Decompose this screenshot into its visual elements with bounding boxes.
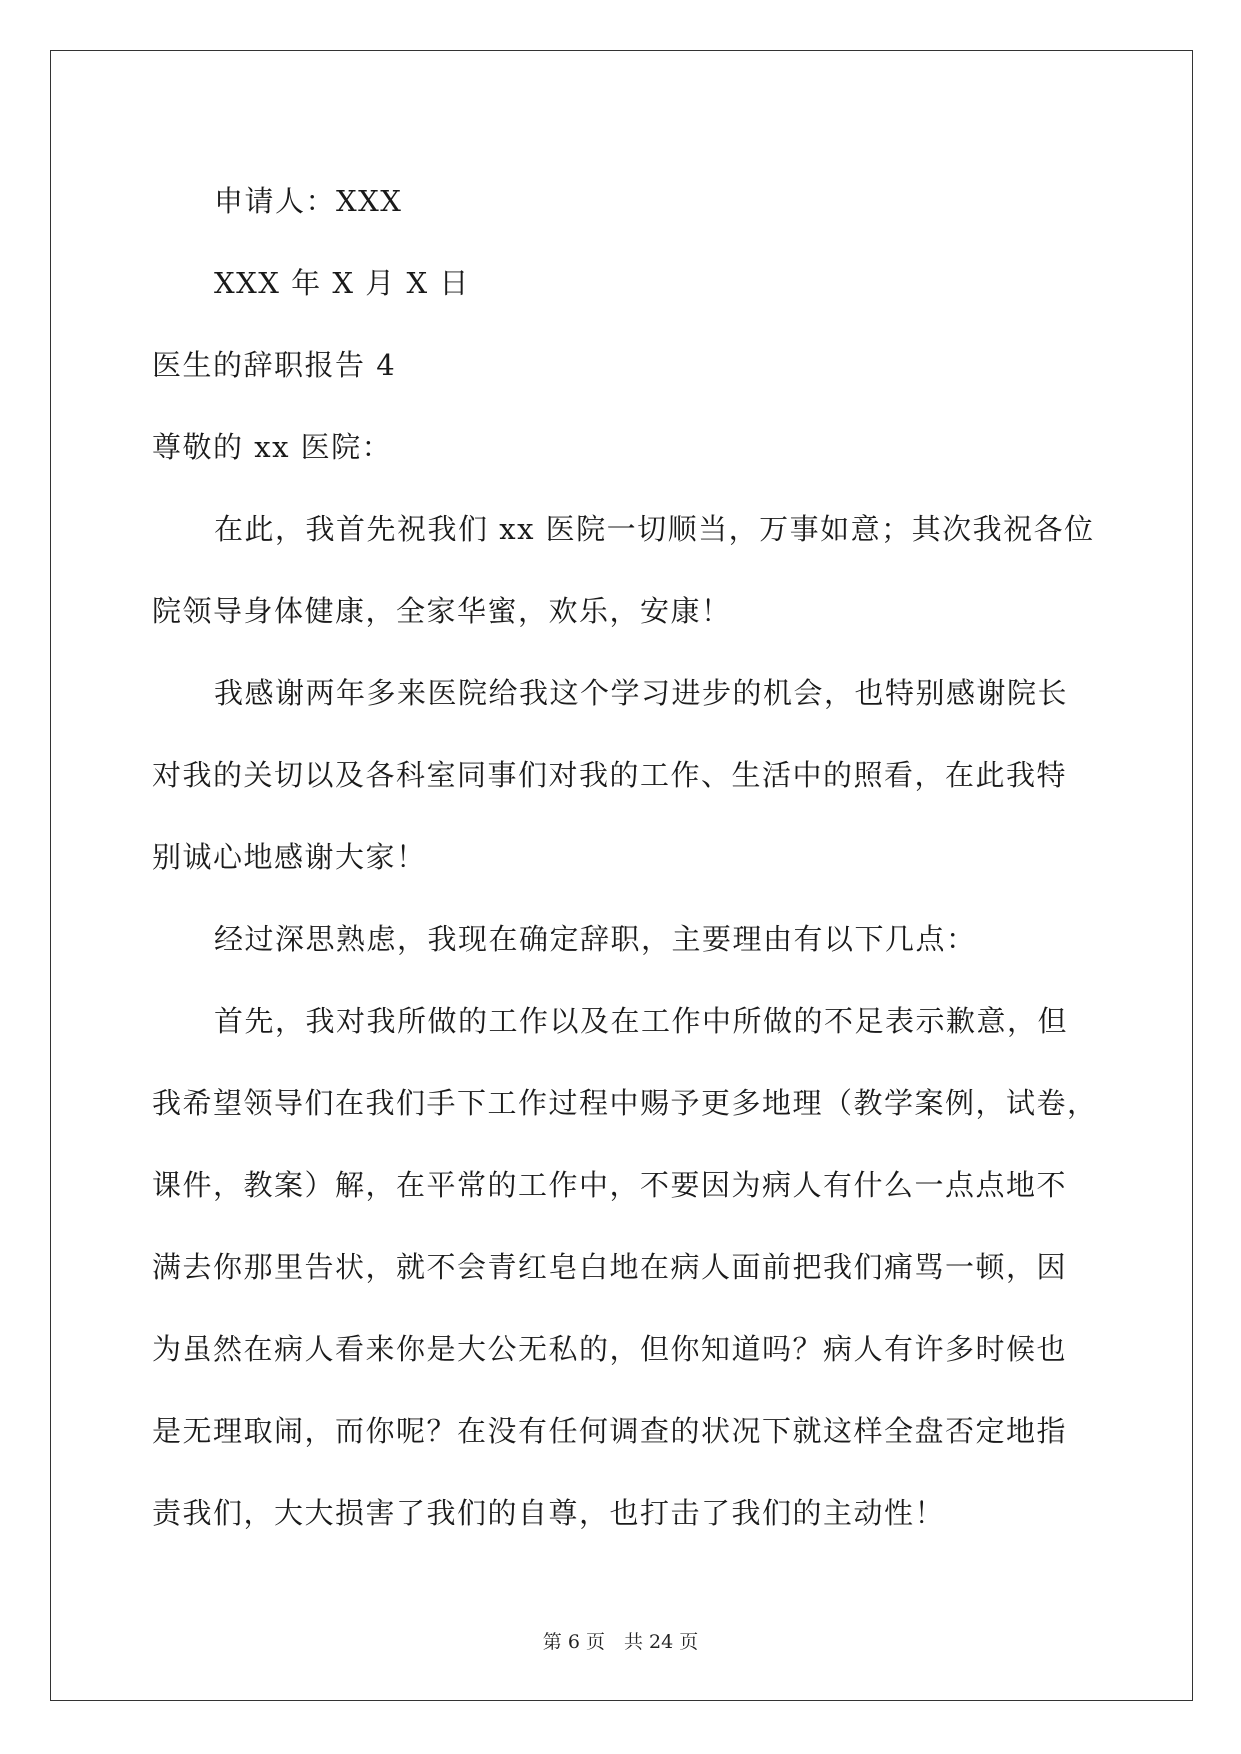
- paragraph-line: 对我的关切以及各科室同事们对我的工作、生活中的照看，在此我特: [152, 758, 1068, 792]
- date-line: XXX 年 X 月 X 日: [214, 266, 470, 300]
- document-body: [152, 160, 1098, 1554]
- paragraph-line: 课件，教案）解，在平常的工作中，不要因为病人有什么一点点地不: [152, 1168, 1068, 1202]
- salutation: 尊敬的 xx 医院：: [152, 430, 393, 464]
- section-title: 医生的辞职报告 4: [152, 348, 397, 382]
- applicant-line: 申请人：XXX: [214, 184, 403, 218]
- paragraph-line: 别诚心地感谢大家！: [152, 840, 427, 874]
- paragraph: [152, 980, 1098, 1554]
- paragraph: [152, 652, 1092, 898]
- paragraph: [152, 898, 1092, 980]
- paragraph: [152, 488, 1095, 652]
- paragraph-line: 首先，我对我所做的工作以及在工作中所做的不足表示歉意，但: [214, 1004, 1069, 1038]
- paragraph-line: 为虽然在病人看来你是大公无私的，但你知道吗？病人有许多时候也: [152, 1332, 1068, 1366]
- paragraph-line: 在此，我首先祝我们 xx 医院一切顺当，万事如意；其次我祝各位: [214, 512, 1095, 546]
- paragraph-line: 我感谢两年多来医院给我这个学习进步的机会，也特别感谢院长: [214, 676, 1069, 710]
- paragraph-line: 责我们，大大损害了我们的自尊，也打击了我们的主动性！: [152, 1496, 946, 1530]
- paragraph-line: 我希望领导们在我们手下工作过程中赐予更多地理（教学案例，试卷，: [152, 1086, 1098, 1120]
- paragraph-line: 是无理取闹，而你呢？在没有任何调查的状况下就这样全盘否定地指: [152, 1414, 1068, 1448]
- paragraph-line: 满去你那里告状，就不会青红皂白地在病人面前把我们痛骂一顿，因: [152, 1250, 1068, 1284]
- paragraph-line: 经过深思熟虑，我现在确定辞职，主要理由有以下几点：: [214, 922, 977, 956]
- paragraph-line: 院领导身体健康，全家华蜜，欢乐，安康！: [152, 594, 732, 628]
- page-number-footer: 第 6 页 共 24 页: [542, 1631, 699, 1653]
